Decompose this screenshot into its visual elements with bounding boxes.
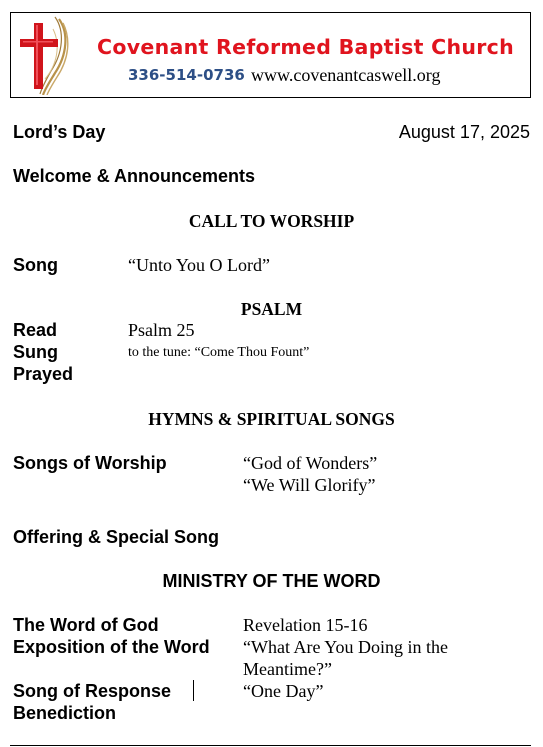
- read-label: Read: [13, 320, 58, 340]
- song-of-response-value: “One Day”: [243, 681, 324, 701]
- word-of-god-label: The Word of God: [13, 615, 159, 635]
- service-date: August 17, 2025: [398, 122, 530, 142]
- songs-of-worship-label: Songs of Worship: [13, 453, 167, 473]
- hymn-item: “God of Wonders”: [243, 453, 378, 473]
- church-website[interactable]: www.covenantcaswell.org: [251, 65, 441, 85]
- offering-heading: Offering & Special Song: [13, 527, 220, 547]
- read-value: Psalm 25: [128, 320, 195, 340]
- bottom-divider: [10, 745, 531, 746]
- song-of-response-label: Song of Response: [13, 681, 172, 701]
- sung-value: to the tune: “Come Thou Fount”: [128, 345, 310, 360]
- sung-label: Sung: [13, 342, 58, 362]
- welcome-heading: Welcome & Announcements: [13, 166, 256, 186]
- song-label: Song: [13, 255, 58, 275]
- hymn-item: “We Will Glorify”: [243, 475, 376, 495]
- benediction-label: Benediction: [13, 703, 117, 723]
- text-cursor-bar: [193, 680, 194, 701]
- cross-logo-icon: [15, 15, 71, 95]
- exposition-title-line2: Meantime?”: [243, 659, 332, 679]
- prayed-label: Prayed: [13, 364, 74, 384]
- church-name: Covenant Reformed Baptist Church: [97, 35, 515, 59]
- church-phone: 336-514-0736: [128, 66, 245, 84]
- psalm-heading: PSALM: [240, 299, 303, 319]
- ministry-heading: MINISTRY OF THE WORD: [162, 571, 381, 591]
- service-day: Lord’s Day: [13, 122, 106, 142]
- hymns-heading: HYMNS & SPIRITUAL SONGS: [148, 409, 395, 429]
- song-title: “Unto You O Lord”: [128, 255, 270, 275]
- exposition-label: Exposition of the Word: [13, 637, 210, 657]
- church-header: [10, 12, 531, 98]
- word-of-god-value: Revelation 15-16: [243, 615, 368, 635]
- exposition-title-line1: “What Are You Doing in the: [243, 637, 448, 657]
- call-to-worship-heading: CALL TO WORSHIP: [188, 211, 355, 231]
